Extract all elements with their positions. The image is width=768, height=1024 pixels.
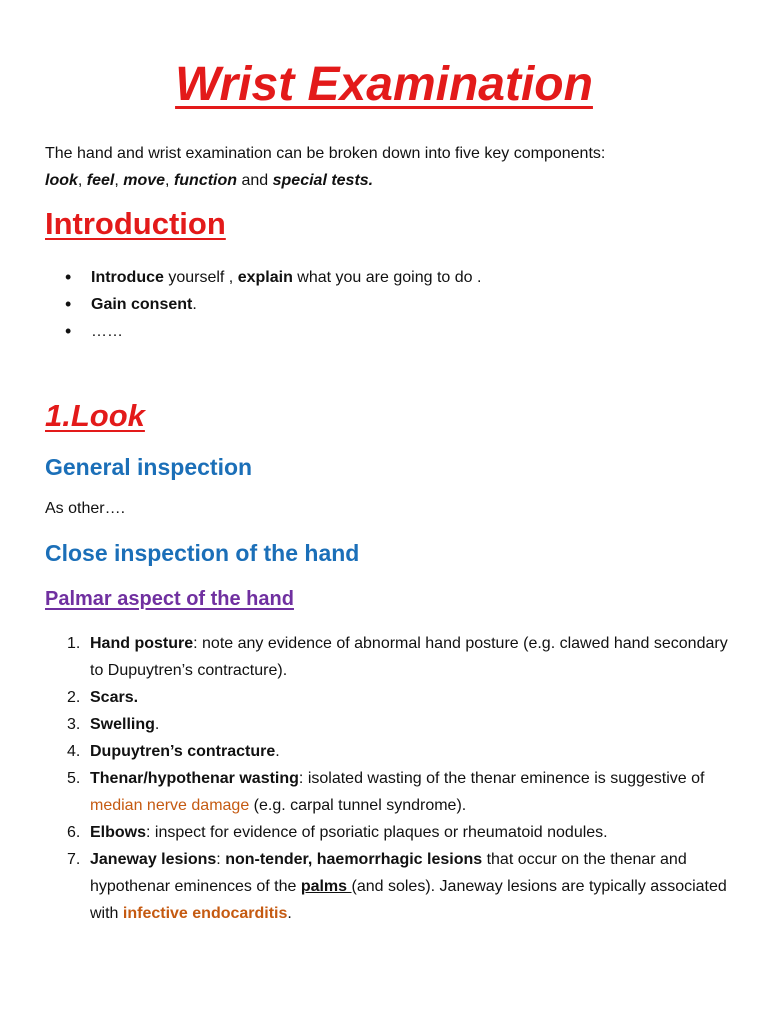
text: .	[287, 905, 292, 922]
intro-line: The hand and wrist examination can be broken down into five key components:	[45, 145, 606, 162]
list-item	[45, 846, 735, 927]
text: that occur on the thenar and hypothenar eminences of the	[90, 851, 687, 895]
underlined-term: palms	[300, 878, 352, 895]
bold-text: non-tender, haemorrhagic lesions	[225, 851, 483, 868]
general-inspection-heading: General inspection	[45, 454, 253, 480]
component-move: move	[123, 172, 166, 189]
text: : inspect for evidence of psoriatic plaques or rheumatoid nodules.	[146, 824, 608, 841]
list-item	[45, 711, 735, 738]
bold-text: Gain consent	[91, 296, 193, 313]
palmar-aspect-heading: Palmar aspect of the hand	[45, 588, 294, 610]
introduction-list	[45, 264, 481, 345]
component-look: look	[45, 172, 78, 189]
item-number: 3.	[67, 716, 81, 733]
item-number: 6.	[67, 824, 81, 841]
list-item	[45, 765, 735, 819]
list-item	[45, 318, 481, 345]
item-number: 2.	[67, 689, 81, 706]
bold-text: Introduce	[91, 269, 164, 286]
component-special-tests: special tests.	[272, 172, 374, 189]
bold-text: Scars.	[90, 689, 139, 706]
look-heading: 1.Look	[45, 398, 145, 433]
bold-text: Swelling	[90, 716, 155, 733]
highlighted-term: median nerve damage	[90, 797, 250, 814]
bold-text: Janeway lesions	[90, 851, 217, 868]
separator: ,	[77, 172, 87, 189]
component-function: function	[173, 172, 238, 189]
list-item	[45, 684, 735, 711]
item-number: 4.	[67, 743, 81, 760]
introduction-heading: Introduction	[45, 206, 226, 241]
text: what you are going to do .	[292, 269, 482, 286]
list-item	[45, 819, 735, 846]
bold-text: Dupuytren’s contracture	[90, 743, 276, 760]
text: :	[216, 851, 226, 868]
text: .	[192, 296, 197, 313]
text: : note any evidence of abnormal hand posture (e.g. clawed hand secondary to Dupuytren’s contracture).	[90, 635, 728, 679]
text: yourself ,	[163, 269, 238, 286]
list-item	[45, 738, 735, 765]
bold-text: Thenar/hypothenar wasting	[90, 770, 299, 787]
conjunction: and	[237, 172, 273, 189]
text: .	[275, 743, 280, 760]
document-title: Wrist Examination	[175, 58, 593, 111]
text: (and soles). Janeway lesions are typically associated with	[90, 878, 727, 922]
item-number: 7.	[67, 851, 81, 868]
general-inspection-text: As other….	[45, 500, 126, 517]
list-item	[45, 291, 481, 318]
list-item	[45, 630, 735, 684]
text: .	[154, 716, 160, 733]
highlighted-term: infective endocarditis	[122, 905, 288, 922]
item-number: 1.	[67, 635, 81, 652]
separator: ,	[165, 172, 174, 189]
bold-text: Hand posture	[90, 635, 194, 652]
text: ……	[91, 323, 123, 340]
bold-text: explain	[237, 269, 293, 286]
palmar-inspection-list	[45, 630, 735, 927]
list-item	[45, 264, 481, 291]
close-inspection-heading: Close inspection of the hand	[45, 540, 360, 566]
item-number: 5.	[67, 770, 81, 787]
bold-text: Elbows	[90, 824, 147, 841]
text: : isolated wasting of the thenar eminence is suggestive of	[298, 770, 705, 787]
text: (e.g. carpal tunnel syndrome).	[249, 797, 467, 814]
component-feel: feel	[86, 172, 115, 189]
intro-paragraph	[45, 140, 735, 194]
separator: ,	[114, 172, 124, 189]
